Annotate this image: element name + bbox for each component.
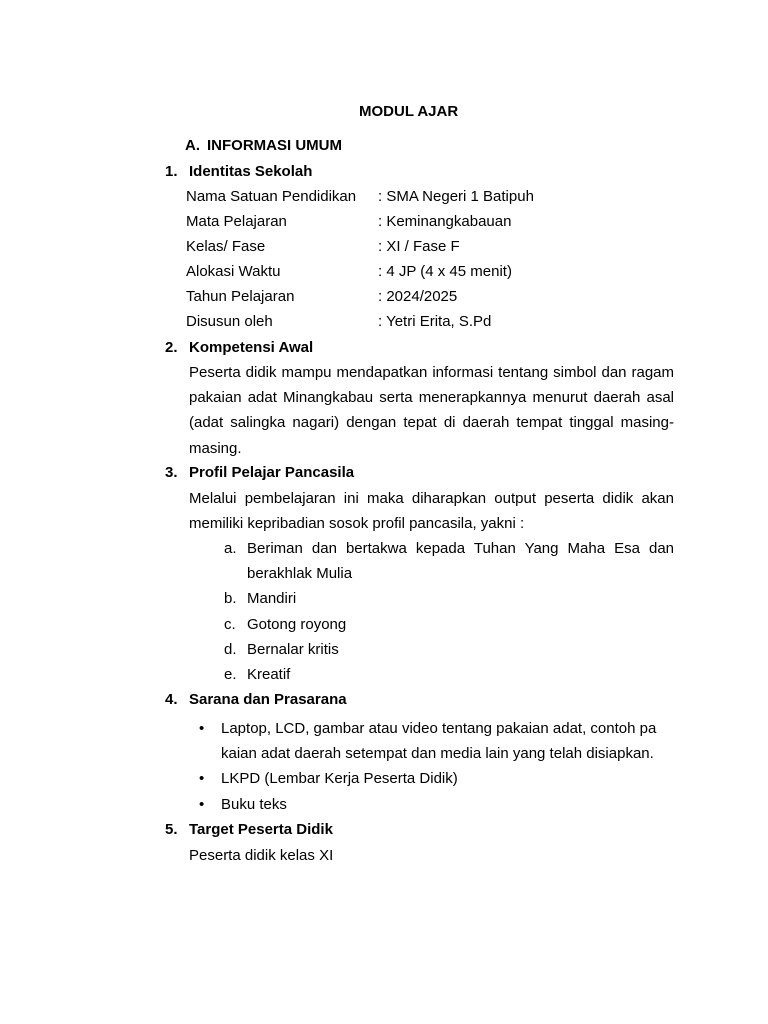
document-title: MODUL AJAR <box>359 103 459 120</box>
identity-key: Kelas/ Fase <box>186 238 266 255</box>
kompetensi-paragraph: Peserta didik mampu mendapatkan informasi tentang simbol dan ragam pakaian adat Minangkabau serta menerapkannya menurut daerah asal (adat salingka nagari) dengan tepat di daerah tempat tinggal masing-masing. <box>189 364 674 457</box>
identity-row <box>186 288 457 306</box>
list-item-continuation: kaian adat daerah setempat dan media lain yang telah disiapkan. <box>221 745 654 762</box>
sarana-number: 4. <box>165 691 178 708</box>
profil-number: 3. <box>165 464 178 481</box>
profil-paragraph: Melalui pembelajaran ini maka diharapkan output peserta didik akan memiliki kepribadian sosok profil pancasila, yakni : <box>189 490 674 533</box>
identity-value: : SMA Negeri 1 Batipuh <box>378 188 534 205</box>
identity-key: Disusun oleh <box>186 313 273 330</box>
target-number: 5. <box>165 821 178 838</box>
identity-value: : 2024/2025 <box>378 288 458 305</box>
identity-row <box>186 213 511 231</box>
sarana-heading: Sarana dan Prasarana <box>189 691 347 708</box>
list-item-marker: b. <box>224 590 237 607</box>
list-item-marker: e. <box>224 666 237 683</box>
identity-row <box>186 238 460 256</box>
bullet-icon: • <box>199 720 205 737</box>
identity-row <box>186 188 534 206</box>
identity-key: Mata Pelajaran <box>186 213 287 230</box>
list-item: Gotong royong <box>247 616 347 633</box>
list-item: Kreatif <box>247 666 291 683</box>
identity-key: Nama Satuan Pendidikan <box>186 188 357 205</box>
identitas-heading: Identitas Sekolah <box>189 163 313 180</box>
bullet-icon: • <box>199 770 205 787</box>
identity-row <box>186 313 491 331</box>
section-a-heading: INFORMASI UMUM <box>207 137 342 154</box>
kompetensi-heading: Kompetensi Awal <box>189 339 314 356</box>
list-item-marker: d. <box>224 641 237 658</box>
identity-value: : Yetri Erita, S.Pd <box>378 313 492 330</box>
identity-value: : XI / Fase F <box>378 238 460 255</box>
profil-heading: Profil Pelajar Pancasila <box>189 464 355 481</box>
list-item-marker: a. <box>224 540 237 557</box>
kompetensi-number: 2. <box>165 339 178 356</box>
bullet-icon: • <box>199 796 205 813</box>
section-a-marker: A. <box>185 137 200 154</box>
target-text: Peserta didik kelas XI <box>189 847 334 864</box>
list-item: Buku teks <box>221 796 287 813</box>
list-item: Mandiri <box>247 590 297 607</box>
list-item-marker: c. <box>224 616 236 633</box>
identitas-number: 1. <box>165 163 178 180</box>
list-item: Beriman dan bertakwa kepada Tuhan Yang Maha Esa dan berakhlak Mulia <box>247 540 674 583</box>
identity-value: : Keminangkabauan <box>378 213 512 230</box>
identity-row <box>186 263 512 281</box>
list-item: Bernalar kritis <box>247 641 339 658</box>
identity-key: Alokasi Waktu <box>186 263 281 280</box>
identity-value: : 4 JP (4 x 45 menit) <box>378 263 512 280</box>
list-item: Laptop, LCD, gambar atau video tentang pakaian adat, contoh pa <box>221 720 657 737</box>
target-heading: Target Peserta Didik <box>189 821 333 838</box>
list-item: LKPD (Lembar Kerja Peserta Didik) <box>221 770 458 787</box>
identity-key: Tahun Pelajaran <box>186 288 295 305</box>
